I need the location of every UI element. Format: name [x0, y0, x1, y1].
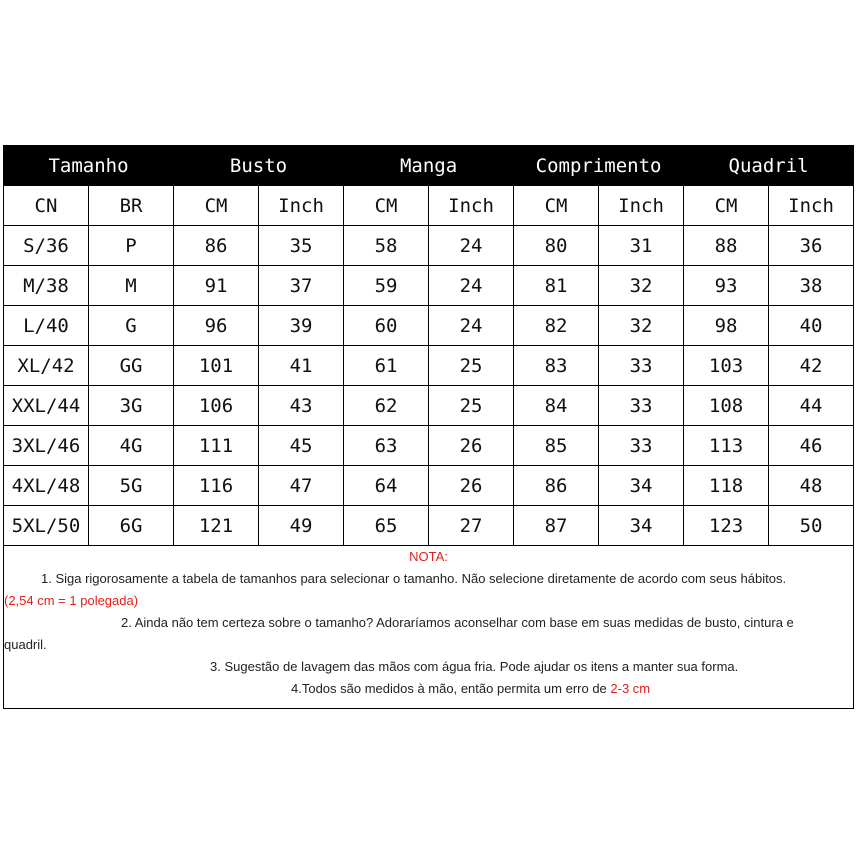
header-row	[4, 146, 854, 186]
table-row	[4, 386, 854, 426]
table-cell: 47	[259, 466, 344, 506]
table-cell: 63	[344, 426, 429, 466]
table-cell: 5G	[89, 466, 174, 506]
notes-row	[4, 546, 854, 709]
table-cell: 88	[684, 226, 769, 266]
table-cell: 113	[684, 426, 769, 466]
table-cell: 32	[599, 266, 684, 306]
table-cell: 60	[344, 306, 429, 346]
table-cell: 38	[769, 266, 854, 306]
table-cell: 33	[599, 386, 684, 426]
table-cell: 91	[174, 266, 259, 306]
table-cell: 31	[599, 226, 684, 266]
table-cell: 123	[684, 506, 769, 546]
table-cell: P	[89, 226, 174, 266]
table-cell: 80	[514, 226, 599, 266]
subheader-cell: CM	[684, 186, 769, 226]
header-busto: Busto	[174, 146, 344, 186]
subheader-cell: Inch	[599, 186, 684, 226]
header-comprimento: Comprimento	[514, 146, 684, 186]
table-cell: G	[89, 306, 174, 346]
table-cell: 24	[429, 306, 514, 346]
header-tamanho: Tamanho	[4, 146, 174, 186]
table-cell: 33	[599, 346, 684, 386]
table-cell: 118	[684, 466, 769, 506]
table-cell: 3G	[89, 386, 174, 426]
subheader-row	[4, 186, 854, 226]
table-cell: 65	[344, 506, 429, 546]
table-cell: 59	[344, 266, 429, 306]
table-cell: 111	[174, 426, 259, 466]
subheader-cell: Inch	[259, 186, 344, 226]
table-cell: 24	[429, 266, 514, 306]
table-cell: 50	[769, 506, 854, 546]
table-cell: 49	[259, 506, 344, 546]
size-chart-table	[3, 145, 854, 709]
table-cell: 121	[174, 506, 259, 546]
header-manga: Manga	[344, 146, 514, 186]
table-cell: L/40	[4, 306, 89, 346]
table-cell: XXL/44	[4, 386, 89, 426]
table-cell: 86	[174, 226, 259, 266]
table-cell: 4XL/48	[4, 466, 89, 506]
note-line-2: 2. Ainda não tem certeza sobre o tamanho? Adoraríamos aconselhar com base em suas medidas de busto, cintura e	[121, 615, 794, 630]
note-line-2-continued: quadril.	[4, 637, 47, 652]
table-cell: 45	[259, 426, 344, 466]
note-line-4-text: 4.Todos são medidos à mão, então permita um erro de	[291, 681, 611, 696]
table-cell: M	[89, 266, 174, 306]
note-line-4-tolerance: 2-3 cm	[610, 681, 651, 696]
table-cell: XL/42	[4, 346, 89, 386]
table-cell: 93	[684, 266, 769, 306]
table-row	[4, 306, 854, 346]
table-cell: 106	[174, 386, 259, 426]
table-cell: 116	[174, 466, 259, 506]
table-cell: 62	[344, 386, 429, 426]
table-row	[4, 506, 854, 546]
note-line-3: 3. Sugestão de lavagem das mãos com água fria. Pode ajudar os itens a manter sua forma.	[210, 659, 739, 674]
table-cell: 4G	[89, 426, 174, 466]
subheader-cell: BR	[89, 186, 174, 226]
subheader-cell: CM	[344, 186, 429, 226]
subheader-cell: CM	[174, 186, 259, 226]
subheader-cell: Inch	[769, 186, 854, 226]
note-line-4	[4, 678, 853, 700]
table-cell: 41	[259, 346, 344, 386]
header-quadril: Quadril	[684, 146, 854, 186]
table-cell: 84	[514, 386, 599, 426]
subheader-cell: CM	[514, 186, 599, 226]
table-cell: GG	[89, 346, 174, 386]
table-cell: 26	[429, 466, 514, 506]
table-row	[4, 426, 854, 466]
table-cell: 27	[429, 506, 514, 546]
table-cell: 39	[259, 306, 344, 346]
table-cell: 32	[599, 306, 684, 346]
table-cell: 96	[174, 306, 259, 346]
table-cell: 58	[344, 226, 429, 266]
note-line-1: 1. Siga rigorosamente a tabela de tamanhos para selecionar o tamanho. Não selecione diretamente de acordo com seus hábitos.	[41, 571, 787, 586]
table-cell: 36	[769, 226, 854, 266]
table-row	[4, 346, 854, 386]
table-cell: 40	[769, 306, 854, 346]
table-cell: 85	[514, 426, 599, 466]
table-cell: 46	[769, 426, 854, 466]
table-cell: 42	[769, 346, 854, 386]
table-cell: 101	[174, 346, 259, 386]
table-cell: M/38	[4, 266, 89, 306]
table-cell: 87	[514, 506, 599, 546]
table-cell: 98	[684, 306, 769, 346]
table-cell: 33	[599, 426, 684, 466]
table-cell: 25	[429, 386, 514, 426]
notes-title: NOTA:	[409, 549, 448, 564]
table-row	[4, 226, 854, 266]
table-row	[4, 466, 854, 506]
table-cell: 43	[259, 386, 344, 426]
table-cell: 61	[344, 346, 429, 386]
note-line-1-conversion: (2,54 cm = 1 polegada)	[4, 593, 139, 608]
table-cell: 6G	[89, 506, 174, 546]
table-cell: 103	[684, 346, 769, 386]
table-row	[4, 266, 854, 306]
table-cell: 5XL/50	[4, 506, 89, 546]
table-cell: 34	[599, 506, 684, 546]
table-cell: 108	[684, 386, 769, 426]
subheader-cell: Inch	[429, 186, 514, 226]
table-cell: 81	[514, 266, 599, 306]
table-cell: 34	[599, 466, 684, 506]
table-cell: 48	[769, 466, 854, 506]
subheader-cell: CN	[4, 186, 89, 226]
table-cell: S/36	[4, 226, 89, 266]
table-cell: 44	[769, 386, 854, 426]
table-cell: 25	[429, 346, 514, 386]
table-cell: 83	[514, 346, 599, 386]
table-cell: 64	[344, 466, 429, 506]
table-cell: 24	[429, 226, 514, 266]
table-cell: 86	[514, 466, 599, 506]
table-cell: 3XL/46	[4, 426, 89, 466]
table-cell: 35	[259, 226, 344, 266]
table-cell: 26	[429, 426, 514, 466]
table-cell: 82	[514, 306, 599, 346]
table-cell: 37	[259, 266, 344, 306]
notes-cell	[4, 546, 854, 709]
